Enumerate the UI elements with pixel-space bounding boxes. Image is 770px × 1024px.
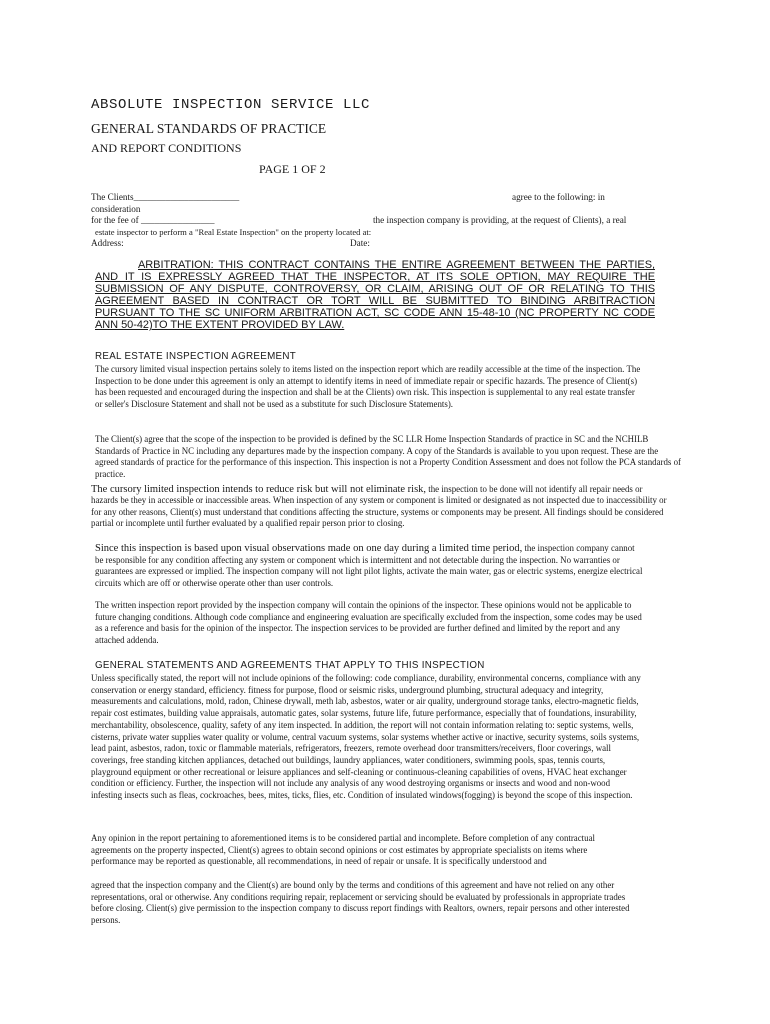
section-title-agreement: REAL ESTATE INSPECTION AGREEMENT (95, 351, 297, 362)
consideration-text: consideration (91, 204, 141, 214)
address-label: Address: (91, 238, 124, 248)
paragraph-written-report: The written inspection report provided by the inspection company will contain the opinions of the inspector. These opinions would not be applicable to future changing conditions. Although code compliance and engineering evaluation are specifically excluded from the inspection, some codes may be used as a reference and basis for the opinion of the inspector. The inspection services to be provided are further defined and limited by the report and any attached addenda. (95, 600, 642, 646)
document-title: GENERAL STANDARDS OF PRACTICE (91, 121, 327, 136)
paragraph-body: the inspection company cannot be responsible for any condition affecting any system or component which is intermittent and not detectable during the inspection. No warranties or guarantees are expressed or implied. The inspection company will not light pilot lights, activate the main water, gas or electric systems, energize electrical circuits which are off or otherwise operate other than user controls. (95, 543, 643, 589)
paragraph-limited-inspection (91, 484, 671, 530)
section-title-general-statements: GENERAL STATEMENTS AND AGREEMENTS THAT APPLY TO THIS INSPECTION (95, 660, 485, 671)
estate-text: estate inspector to perform a "Real Estate Inspection" on the property located at: (95, 227, 372, 237)
fee-line: for the fee of ________________ (91, 215, 215, 225)
page-number: PAGE 1 OF 2 (259, 162, 326, 176)
paragraph-body: the inspection to be done will not identify all repair needs or hazards be they in accessible or inaccessible areas. When inspection of any system or component is limited or designated as not inspected due to inaccessibility or for any other reasons, Client(s) must understand that conditions affecting the structure, systems or components may be present. All findings should be considered partial or incomplete until further evaluated by a qualified repair person prior to closing. (91, 484, 667, 529)
providing-text: the inspection company is providing, at the request of Clients), a real (373, 215, 627, 225)
paragraph-visual-observations (95, 543, 643, 590)
paragraph-agreement-terms: agreed that the inspection company and the Client(s) are bound only by the terms and conditions of this agreement and have not relied on any other representations, oral or otherwise. Any conditions requiring repair, replacement or servicing should be evaluated by professionals in appropriate trades before closing. Client(s) give permission to the inspection company to discuss report findings with Realtors, owners, repair persons and other interested persons. (91, 880, 630, 926)
paragraph-standards: The Client(s) agree that the scope of the inspection to be provided is defined by the SC LLR Home Inspection Standards of practice in SC and the NCHILB Standards of Practice in NC including any departures made by the inspection company. A copy of the Standards is available to you upon request. These are the agreed standards of practice for the performance of this inspection. This inspection is not a Property Condition Assessment and does not follow the PCA standards of practice. (95, 434, 681, 480)
paragraph-scope: The cursory limited visual inspection pertains solely to items listed on the inspection report which are readily accessible at the time of the inspection. The Inspection to be done under this agreement is only an attempt to identify items in need of immediate repair or specific hazards. The presence of Client(s) has been requested and encouraged during the inspection and shall be at the Clients) own risk. This inspection is supplemental to any real estate transfer or seller's Disclosure Statement and shall not be used as a substitute for such Disclosure Statements). (95, 364, 641, 410)
paragraph-lead: Since this inspection is based upon visual observations made on one day during a limited time period, (95, 543, 523, 554)
paragraph-lead: The cursory limited inspection intends to reduce risk but will not eliminate risk, (91, 484, 427, 495)
paragraph-exclusions: Unless specifically stated, the report will not include opinions of the following: code compliance, durability, environmental concerns, compliance with any conservation or energy standard, efficiency. fitness for purpose, flood or seismic risks, underground plumbing, structural adequacy and integrity, measurements and calculations, mold, radon, Chinese drywall, meth lab, asbestos, water or air quality, underground storage tanks, electro-magnetic fields, repair cost estimates, building value appraisals, automatic gates, solar systems, future life, future performance, especially that of foundations, insurability, merchantability, obsolescence, quality, safety of any item inspected. In addition, the report will not contain information relating to: septic systems, wells, cisterns, private water supplies water quality or volume, central vacuum systems, solar systems whether active or inactive, security systems, soils systems, lead paint, asbestos, radon, toxic or flammable materials, refrigerators, freezers, remote overhead door transmitters/receivers, floor coverings, wall coverings, free standing kitchen appliances, detached out buildings, laundry appliances, water conditioners, swimming pools, spas, tennis courts, playground equipment or other recreational or leisure appliances and self-cleaning or continuous-cleaning capabilities of ovens, HVAC heat exchanger condition or efficiency. Further, the inspection will not include any analysis of any wood destroying organisms or insects and wood and non-wood infesting insects such as fleas, cockroaches, bees, mites, ticks, flies, etc. Condition of insulated windows(fogging) is beyond the scope of this inspection. (91, 673, 641, 801)
document-subtitle: AND REPORT CONDITIONS (91, 141, 242, 155)
agree-text: agree to the following: in (512, 192, 605, 202)
paragraph-opinions: Any opinion in the report pertaining to aforementioned items is to be considered partial and incomplete. Before completion of any contractual agreements on the property inspected, Client(s) agrees to obtain second opinions or cost estimates by appropriate specialists on items where performance may be reported as questionable, all recommendations, in need of repair or unsafe. It is specifically understood and (91, 833, 595, 867)
arbitration-clause: ARBITRATION: THIS CONTRACT CONTAINS THE ENTIRE AGREEMENT BETWEEN THE PARTIES, AND IT IS EXPRESSLY AGREED THAT THE INSPECTOR, AT ITS SOLE OPTION, MAY REQUIRE THE SUBMISSION OF ANY DISPUTE, CONTROVERSY, OR CLAIM, ARISING OUT OF OR RELATING TO THIS AGREEMENT BASED IN CONTRACT OR TORT WILL BE SUBMITTED TO BINDING ARBITRACTION PURSUANT TO THE SC UNIFORM ARBITRATION ACT, SC CODE ANN 15-48-10 (NC PROPERTY NC CODE ANN 50-42)TO THE EXTENT PROVIDED BY LAW. (95, 259, 655, 332)
clients-line: The Clients_______________________ (91, 192, 240, 202)
company-name: ABSOLUTE INSPECTION SERVICE LLC (91, 97, 371, 113)
date-label: Date: (350, 238, 370, 248)
